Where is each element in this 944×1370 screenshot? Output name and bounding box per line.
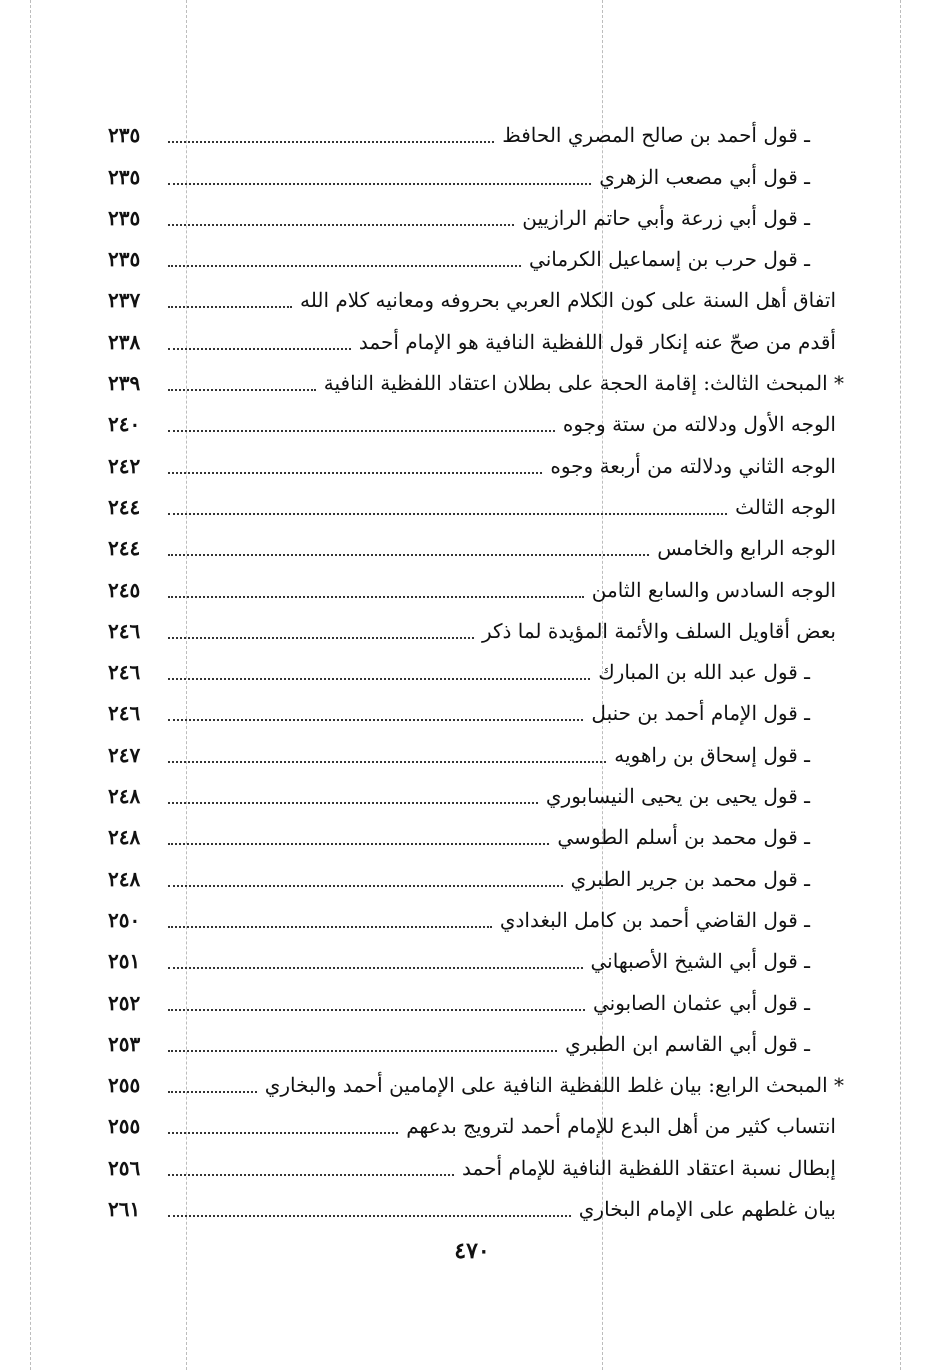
- dot-leader: [168, 885, 563, 887]
- toc-entry-page: ٢٥٥: [108, 1114, 141, 1139]
- toc-entry-page: ٢٦١: [108, 1197, 141, 1222]
- toc-entry-page: ٢٤٦: [108, 660, 141, 685]
- toc-entry-page: ٢٤٨: [108, 866, 141, 891]
- dot-leader: [168, 843, 549, 845]
- toc-entry-page: ٢٤٥: [108, 577, 141, 602]
- dot-leader: [168, 265, 521, 267]
- toc-entry-title: بيان غلطهم على الإمام البخاري: [578, 1197, 836, 1222]
- dot-leader: [168, 472, 542, 474]
- toc-entry-title: * المبحث الثالث: إقامة الحجة على بطلان اعتقاد اللفظية النافية: [323, 371, 844, 396]
- toc-entry: [108, 727, 844, 768]
- toc-entry: [108, 397, 844, 438]
- toc-entry: [108, 1140, 844, 1181]
- toc-entry-title: ـ قول الإمام أحمد بن حنبل: [591, 701, 810, 726]
- dot-leader: [168, 1091, 257, 1093]
- dot-leader: [168, 802, 538, 804]
- toc-entry-page: ٢٣٩: [108, 371, 141, 396]
- toc-entry-title: ـ قول محمد بن أسلم الطوسي: [557, 825, 810, 850]
- toc-entry: [108, 1182, 844, 1223]
- toc-entry-page: ٢٥٠: [108, 907, 141, 932]
- toc-entry-title: ـ قول أحمد بن صالح المصري الحافظ: [502, 123, 810, 148]
- dot-leader: [168, 513, 727, 515]
- toc-entry-page: ٢٤٠: [108, 412, 141, 437]
- toc-entry-page: ٢٤٤: [108, 536, 141, 561]
- toc-entry: [108, 191, 844, 232]
- dot-leader: [168, 637, 474, 639]
- dot-leader: [168, 967, 583, 969]
- toc-entry-title: ـ قول محمد بن جرير الطبري: [570, 866, 810, 891]
- toc-entry: [108, 934, 844, 975]
- toc-entry: [108, 562, 844, 603]
- toc-entry: [108, 438, 844, 479]
- toc-entry-title: ـ قول أبي زرعة وأبي حاتم الرازيين: [522, 205, 810, 230]
- toc-entry: [108, 232, 844, 273]
- toc-entry-title: ـ قول أبي مصعب الزهري: [599, 164, 810, 189]
- dot-leader: [168, 554, 649, 556]
- dot-leader: [168, 183, 591, 185]
- toc-entry: [108, 314, 844, 355]
- toc-entry-title: ـ قول عبد الله بن المبارك: [598, 660, 810, 685]
- toc-entry-title: ـ قول إسحاق بن راهويه: [614, 742, 810, 767]
- dot-leader: [168, 926, 492, 928]
- toc-entry-title: الوجه الثالث: [735, 494, 836, 519]
- toc-entry: [108, 769, 844, 810]
- dot-leader: [168, 1132, 398, 1134]
- dot-leader: [168, 1174, 454, 1176]
- toc-entry: [108, 645, 844, 686]
- toc-entry: [108, 851, 844, 892]
- dot-leader: [168, 678, 590, 680]
- toc-entry-page: ٢٤٦: [108, 701, 141, 726]
- toc-entry: [108, 149, 844, 190]
- toc-entry-title: اتفاق أهل السنة على كون الكلام العربي بحروفه ومعانيه كلام الله: [300, 288, 836, 313]
- table-of-contents: [108, 108, 844, 1223]
- toc-entry: [108, 108, 844, 149]
- toc-entry-page: ٢٣٥: [108, 123, 141, 148]
- toc-entry-page: ٢٤٨: [108, 825, 141, 850]
- toc-entry: [108, 521, 844, 562]
- toc-entry-title: الوجه السادس والسابع الثامن: [591, 577, 836, 602]
- toc-entry-title: بعض أقاويل السلف والأئمة المؤيدة لما ذكر: [481, 618, 836, 643]
- toc-entry-title: انتساب كثير من أهل البدع للإمام أحمد لترويج بدعهم: [406, 1114, 836, 1139]
- dot-leader: [168, 141, 494, 143]
- toc-entry-title: ـ قول أبي عثمان الصابوني: [592, 990, 810, 1015]
- toc-entry-title: * المبحث الرابع: بيان غلط اللفظية النافية على الإمامين أحمد والبخاري: [264, 1073, 844, 1098]
- toc-entry-page: ٢٤٢: [108, 453, 141, 478]
- fold-guide-left: [30, 0, 31, 1370]
- toc-entry-page: ٢٥٥: [108, 1073, 141, 1098]
- toc-entry-title: ـ قول حرب بن إسماعيل الكرماني: [529, 247, 810, 272]
- dot-leader: [168, 306, 292, 308]
- fold-guide-right: [900, 0, 901, 1370]
- dot-leader: [168, 596, 584, 598]
- toc-entry-title: ـ قول القاضي أحمد بن كامل البغدادي: [499, 907, 810, 932]
- dot-leader: [168, 348, 351, 350]
- page-number: ٤٧٠: [454, 1238, 490, 1264]
- toc-entry-page: ٢٤٤: [108, 494, 141, 519]
- toc-entry: [108, 273, 844, 314]
- toc-entry: [108, 1058, 844, 1099]
- toc-entry-title: ـ قول يحيى بن يحيى النيسابوري: [545, 784, 810, 809]
- toc-entry: [108, 480, 844, 521]
- dot-leader: [168, 1009, 585, 1011]
- toc-entry: [108, 604, 844, 645]
- toc-entry-title: ـ قول أبي الشيخ الأصبهاني: [590, 949, 810, 974]
- toc-entry-page: ٢٥٢: [108, 990, 141, 1015]
- toc-entry-title: الوجه الرابع والخامس: [657, 536, 836, 561]
- toc-entry-title: ـ قول أبي القاسم ابن الطبري: [565, 1031, 810, 1056]
- dot-leader: [168, 1215, 571, 1217]
- toc-entry-page: ٢٥١: [108, 949, 141, 974]
- toc-entry-page: ٢٣٥: [108, 247, 141, 272]
- toc-entry-page: ٢٣٧: [108, 288, 141, 313]
- toc-entry-page: ٢٤٧: [108, 742, 141, 767]
- toc-entry-page: ٢٥٣: [108, 1031, 141, 1056]
- dot-leader: [168, 719, 583, 721]
- toc-entry: [108, 975, 844, 1016]
- toc-entry-page: ٢٣٥: [108, 205, 141, 230]
- toc-entry-page: ٢٤٦: [108, 618, 141, 643]
- dot-leader: [168, 224, 514, 226]
- toc-entry-page: ٢٣٨: [108, 329, 141, 354]
- toc-entry-page: ٢٥٦: [108, 1155, 141, 1180]
- dot-leader: [168, 389, 316, 391]
- toc-entry: [108, 1099, 844, 1140]
- toc-entry-title: أقدم من صحّ عنه إنكار قول اللفظية النافية هو الإمام أحمد: [358, 329, 836, 354]
- toc-entry-page: ٢٤٨: [108, 784, 141, 809]
- toc-entry-title: الوجه الثاني ودلالته من أربعة وجوه: [550, 453, 836, 478]
- toc-entry: [108, 1017, 844, 1058]
- dot-leader: [168, 761, 606, 763]
- dot-leader: [168, 430, 555, 432]
- toc-entry-title: الوجه الأول ودلالته من ستة وجوه: [562, 412, 836, 437]
- toc-entry-title: إبطال نسبة اعتقاد اللفظية النافية للإمام أحمد: [462, 1155, 836, 1180]
- toc-entry: [108, 356, 844, 397]
- dot-leader: [168, 1050, 557, 1052]
- toc-entry: [108, 686, 844, 727]
- toc-entry-page: ٢٣٥: [108, 164, 141, 189]
- toc-entry: [108, 893, 844, 934]
- toc-entry: [108, 810, 844, 851]
